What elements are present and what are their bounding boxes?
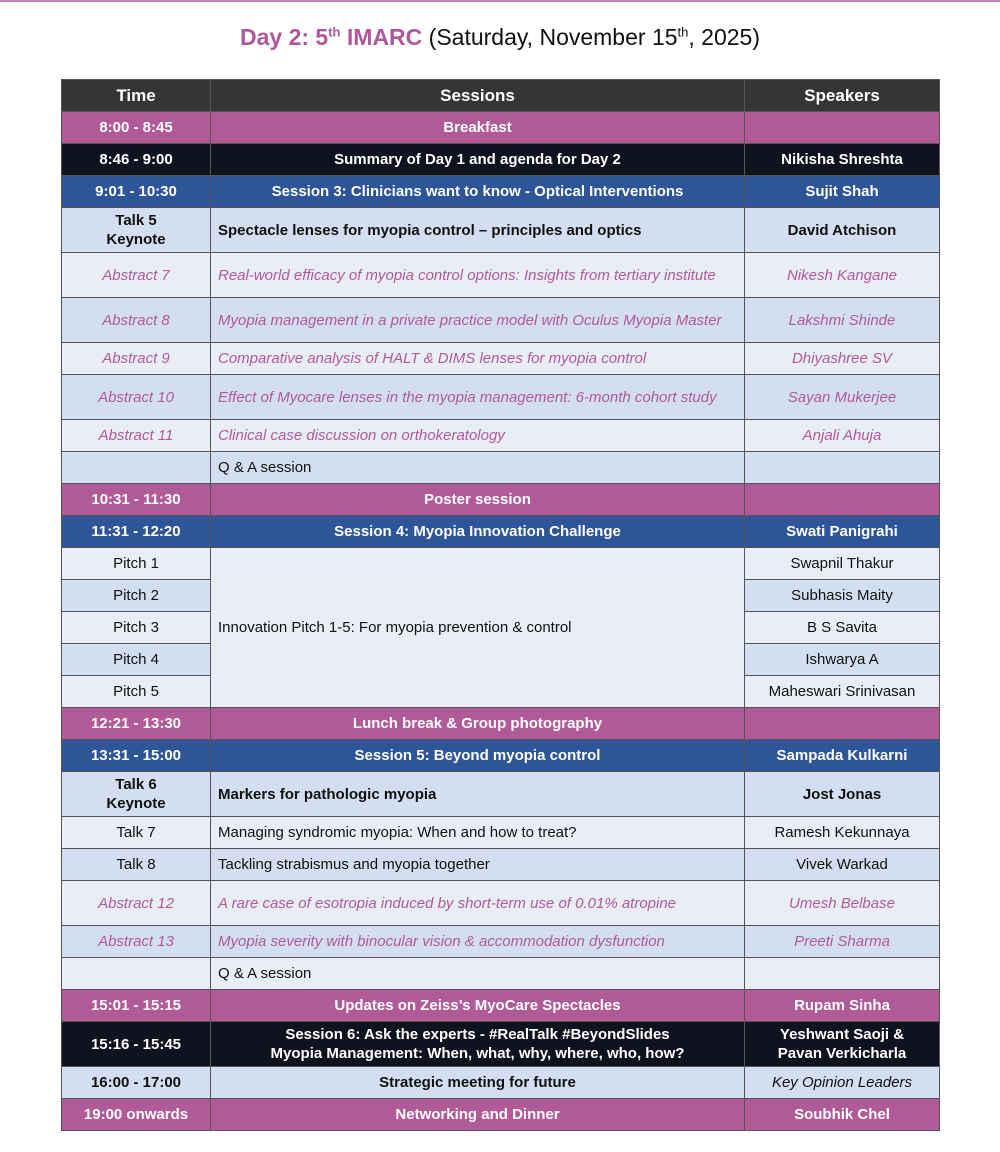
row-time: 15:16 - 15:45 [62,1022,211,1067]
row-time: 9:01 - 10:30 [62,176,211,208]
table-row-qa-1 [62,452,940,484]
table-row-talk-6 [62,772,940,817]
row-session [211,1022,745,1067]
title-brand: Day 2: 5th IMARC [240,24,423,50]
row-time: Abstract 7 [62,253,211,298]
table-row-abstract-13 [62,926,940,958]
row-time: Abstract 8 [62,298,211,343]
column-header-sessions: Sessions [211,80,745,112]
row-speaker: Nikesh Kangane [745,253,940,298]
table-row-networking [62,1099,940,1131]
table-row-talk-7 [62,817,940,849]
row-time: 13:31 - 15:00 [62,740,211,772]
title-date: (Saturday, November 15th, 2025) [422,24,760,50]
row-session: Tackling strabismus and myopia together [211,849,745,881]
table-row-talk-5 [62,208,940,253]
row-session: Spectacle lenses for myopia control – principles and optics [211,208,745,253]
row-session: Session 3: Clinicians want to know - Optical Interventions [211,176,745,208]
row-speaker: Preeti Sharma [745,926,940,958]
row-speaker: Anjali Ahuja [745,420,940,452]
row-session: Breakfast [211,112,745,144]
row-speaker: Sayan Mukerjee [745,375,940,420]
column-header-speakers: Speakers [745,80,940,112]
row-session: Updates on Zeiss’s MyoCare Spectacles [211,990,745,1022]
row-session: Myopia severity with binocular vision & accommodation dysfunction [211,926,745,958]
table-row-session-6 [62,1022,940,1067]
row-speaker: Swati Panigrahi [745,516,940,548]
row-speaker: Rupam Sinha [745,990,940,1022]
row-session: Summary of Day 1 and agenda for Day 2 [211,144,745,176]
row-time: 10:31 - 11:30 [62,484,211,516]
row-speaker [745,112,940,144]
row-speaker [745,1022,940,1067]
row-time: 12:21 - 13:30 [62,708,211,740]
row-session: Managing syndromic myopia: When and how to treat? [211,817,745,849]
row-time: Abstract 12 [62,881,211,926]
column-header-time: Time [62,80,211,112]
row-session-pitches: Innovation Pitch 1-5: For myopia prevention & control [211,548,745,708]
row-session: Effect of Myocare lenses in the myopia management: 6-month cohort study [211,375,745,420]
row-time [62,958,211,990]
row-speaker: Vivek Warkad [745,849,940,881]
row-speaker [745,484,940,516]
table-row-abstract-11 [62,420,940,452]
table-row-lunch [62,708,940,740]
row-session: Comparative analysis of HALT & DIMS lenses for myopia control [211,343,745,375]
row-time: 15:01 - 15:15 [62,990,211,1022]
row-session: Networking and Dinner [211,1099,745,1131]
row-time: Talk 8 [62,849,211,881]
table-row-strategic-meeting [62,1067,940,1099]
table-row-talk-8 [62,849,940,881]
row-speaker: Ramesh Kekunnaya [745,817,940,849]
table-row-pitch-1 [62,548,940,580]
row-time: 16:00 - 17:00 [62,1067,211,1099]
session-line-1: Session 6: Ask the experts - #RealTalk #BeyondSlides [285,1026,670,1043]
row-speaker: Jost Jonas [745,772,940,817]
row-time: Abstract 13 [62,926,211,958]
row-time: 8:00 - 8:45 [62,112,211,144]
row-session: Real-world efficacy of myopia control options: Insights from tertiary institute [211,253,745,298]
row-time: Talk 7 [62,817,211,849]
table-row-abstract-12 [62,881,940,926]
row-session: A rare case of esotropia induced by short-term use of 0.01% atropine [211,881,745,926]
row-speaker [745,452,940,484]
row-speaker: B S Savita [745,612,940,644]
row-session: Session 4: Myopia Innovation Challenge [211,516,745,548]
row-session: Q & A session [211,958,745,990]
row-time: Abstract 10 [62,375,211,420]
row-time [62,452,211,484]
page-title [0,24,1000,51]
row-speaker: David Atchison [745,208,940,253]
row-speaker: Umesh Belbase [745,881,940,926]
row-speaker: Sujit Shah [745,176,940,208]
table-row-abstract-10 [62,375,940,420]
row-session: Markers for pathologic myopia [211,772,745,817]
row-session: Strategic meeting for future [211,1067,745,1099]
row-time: 8:46 - 9:00 [62,144,211,176]
table-row-session-3 [62,176,940,208]
row-speaker: Ishwarya A [745,644,940,676]
speaker-line-1: Yeshwant Saoji & [779,1026,905,1043]
row-speaker: Sampada Kulkarni [745,740,940,772]
row-session: Myopia management in a private practice model with Oculus Myopia Master [211,298,745,343]
agenda-table [61,79,940,1131]
row-session: Clinical case discussion on orthokeratology [211,420,745,452]
table-row-breakfast [62,112,940,144]
row-time: Pitch 1 [62,548,211,580]
row-time: Abstract 9 [62,343,211,375]
row-speaker: Lakshmi Shinde [745,298,940,343]
speaker-line-2: Pavan Verkicharla [777,1045,907,1062]
table-row-poster [62,484,940,516]
row-time: Pitch 5 [62,676,211,708]
table-row-session-5 [62,740,940,772]
table-row-abstract-9 [62,343,940,375]
row-speaker: Key Opinion Leaders [745,1067,940,1099]
table-row-session-4 [62,516,940,548]
row-speaker: Soubhik Chel [745,1099,940,1131]
session-line-2: Myopia Management: When, what, why, where, who, how? [270,1045,685,1062]
row-speaker [745,708,940,740]
time-line-1: Talk 6 [115,776,157,793]
row-time: Pitch 4 [62,644,211,676]
row-session: Poster session [211,484,745,516]
row-time: Pitch 2 [62,580,211,612]
table-row-abstract-8 [62,298,940,343]
table-row-abstract-7 [62,253,940,298]
top-divider-line [0,0,1000,2]
row-speaker: Swapnil Thakur [745,548,940,580]
row-session: Session 5: Beyond myopia control [211,740,745,772]
time-line-2: Keynote [106,231,166,248]
table-row-qa-2 [62,958,940,990]
table-row-zeiss-update [62,990,940,1022]
time-line-2: Keynote [106,795,166,812]
row-time [62,208,211,253]
row-time: 19:00 onwards [62,1099,211,1131]
row-speaker: Dhiyashree SV [745,343,940,375]
row-time: 11:31 - 12:20 [62,516,211,548]
table-row-summary [62,144,940,176]
row-speaker: Nikisha Shreshta [745,144,940,176]
row-session: Q & A session [211,452,745,484]
table-header-row [62,80,940,112]
row-speaker [745,958,940,990]
row-session: Lunch break & Group photography [211,708,745,740]
row-time: Pitch 3 [62,612,211,644]
row-speaker: Maheswari Srinivasan [745,676,940,708]
row-speaker: Subhasis Maity [745,580,940,612]
row-time: Abstract 11 [62,420,211,452]
time-line-1: Talk 5 [115,212,157,229]
row-time [62,772,211,817]
